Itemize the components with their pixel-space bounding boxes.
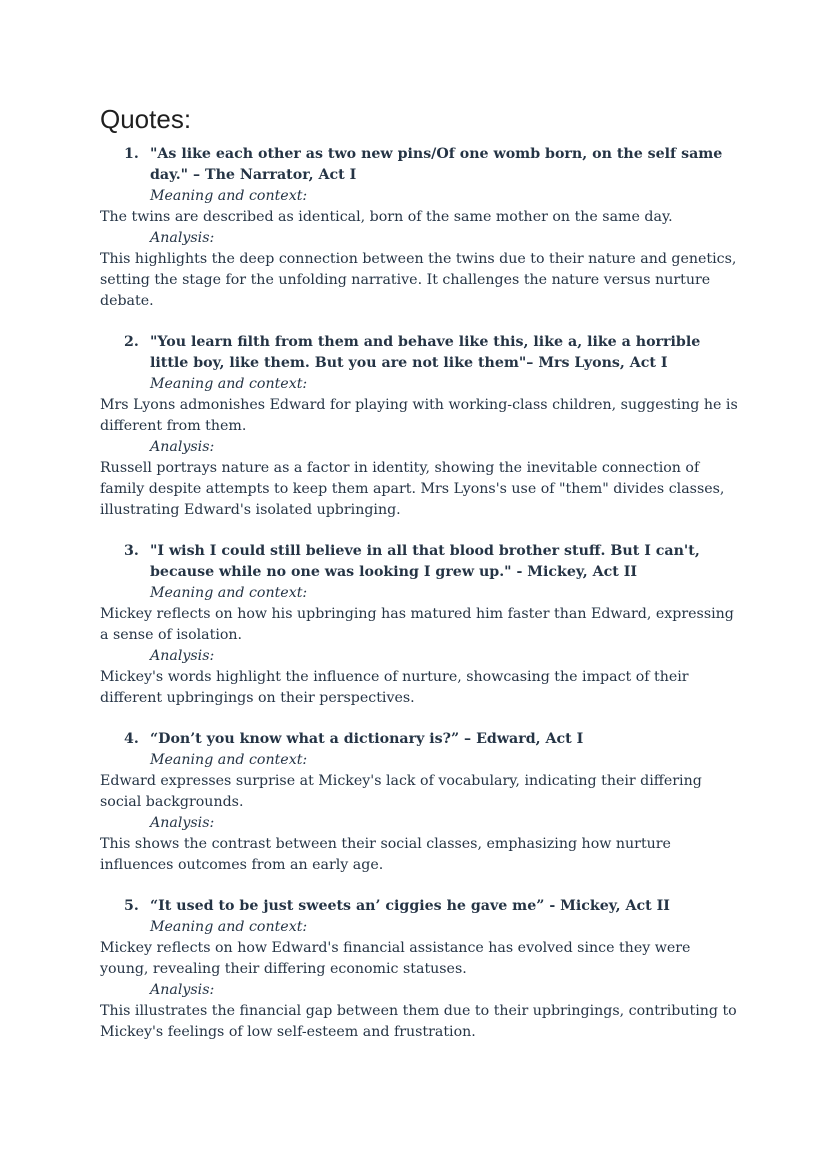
meaning-label: Meaning and context: bbox=[150, 919, 308, 935]
quote-number: 5. bbox=[124, 898, 139, 914]
analysis-label: Analysis: bbox=[150, 230, 215, 246]
quote-number: 4. bbox=[124, 731, 139, 747]
quote-item-3 bbox=[100, 541, 738, 709]
quote-number: 1. bbox=[124, 146, 139, 162]
analysis-label: Analysis: bbox=[150, 815, 215, 831]
meaning-text: Mrs Lyons admonishes Edward for playing with working-class children, suggesting he is different from them. bbox=[100, 397, 738, 434]
quote-heading bbox=[124, 729, 738, 750]
meaning-label: Meaning and context: bbox=[150, 188, 308, 204]
meaning-text: Edward expresses surprise at Mickey's lack of vocabulary, indicating their differing social backgrounds. bbox=[100, 773, 702, 810]
meaning-text: Mickey reflects on how Edward's financial assistance has evolved since they were young, revealing their differing economic statuses. bbox=[100, 940, 691, 977]
analysis-text: This highlights the deep connection between the twins due to their nature and genetics, setting the stage for the unfolding narrative. It challenges the nature versus nurture debate. bbox=[100, 251, 737, 309]
analysis-text: This shows the contrast between their social classes, emphasizing how nurture influences outcomes from an early age. bbox=[100, 836, 671, 873]
quote-number: 2. bbox=[124, 334, 139, 350]
meaning-label: Meaning and context: bbox=[150, 585, 308, 601]
quote-text: "You learn filth from them and behave like this, like a, like a horrible little boy, like them. But you are not like them"– Mrs Lyons, Act I bbox=[150, 334, 701, 371]
quote-text: “It used to be just sweets an’ ciggies he gave me” - Mickey, Act II bbox=[150, 898, 670, 914]
meaning-label: Meaning and context: bbox=[150, 376, 308, 392]
analysis-text: This illustrates the financial gap between them due to their upbringings, contributing to Mickey's feelings of low self-esteem and frustration. bbox=[100, 1003, 737, 1040]
meaning-text: The twins are described as identical, born of the same mother on the same day. bbox=[100, 209, 673, 225]
quote-heading bbox=[124, 896, 738, 917]
quote-heading bbox=[124, 144, 738, 186]
quote-text: “Don’t you know what a dictionary is?” – Edward, Act I bbox=[150, 731, 584, 747]
meaning-text: Mickey reflects on how his upbringing has matured him faster than Edward, expressing a sense of isolation. bbox=[100, 606, 734, 643]
analysis-label: Analysis: bbox=[150, 648, 215, 664]
quote-text: "As like each other as two new pins/Of one womb born, on the self same day." – The Narrator, Act I bbox=[150, 146, 723, 183]
quote-item-2 bbox=[100, 332, 738, 521]
analysis-label: Analysis: bbox=[150, 439, 215, 455]
quote-heading bbox=[124, 541, 738, 583]
analysis-text: Mickey's words highlight the influence of nurture, showcasing the impact of their different upbringings on their perspectives. bbox=[100, 669, 689, 706]
quote-heading bbox=[124, 332, 738, 374]
quote-item-4 bbox=[100, 729, 738, 876]
quote-number: 3. bbox=[124, 543, 139, 559]
page-title: Quotes: bbox=[100, 104, 192, 134]
quote-text: "I wish I could still believe in all that blood brother stuff. But I can't, because while no one was looking I grew up." - Mickey, Act II bbox=[150, 543, 700, 580]
analysis-label: Analysis: bbox=[150, 982, 215, 998]
quote-item-5 bbox=[100, 896, 738, 1043]
meaning-label: Meaning and context: bbox=[150, 752, 308, 768]
quote-item-1 bbox=[100, 144, 738, 312]
analysis-text: Russell portrays nature as a factor in identity, showing the inevitable connection of family despite attempts to keep them apart. Mrs Lyons's use of "them" divides classes, illustrating Edward's isolated upbringing. bbox=[100, 460, 725, 518]
